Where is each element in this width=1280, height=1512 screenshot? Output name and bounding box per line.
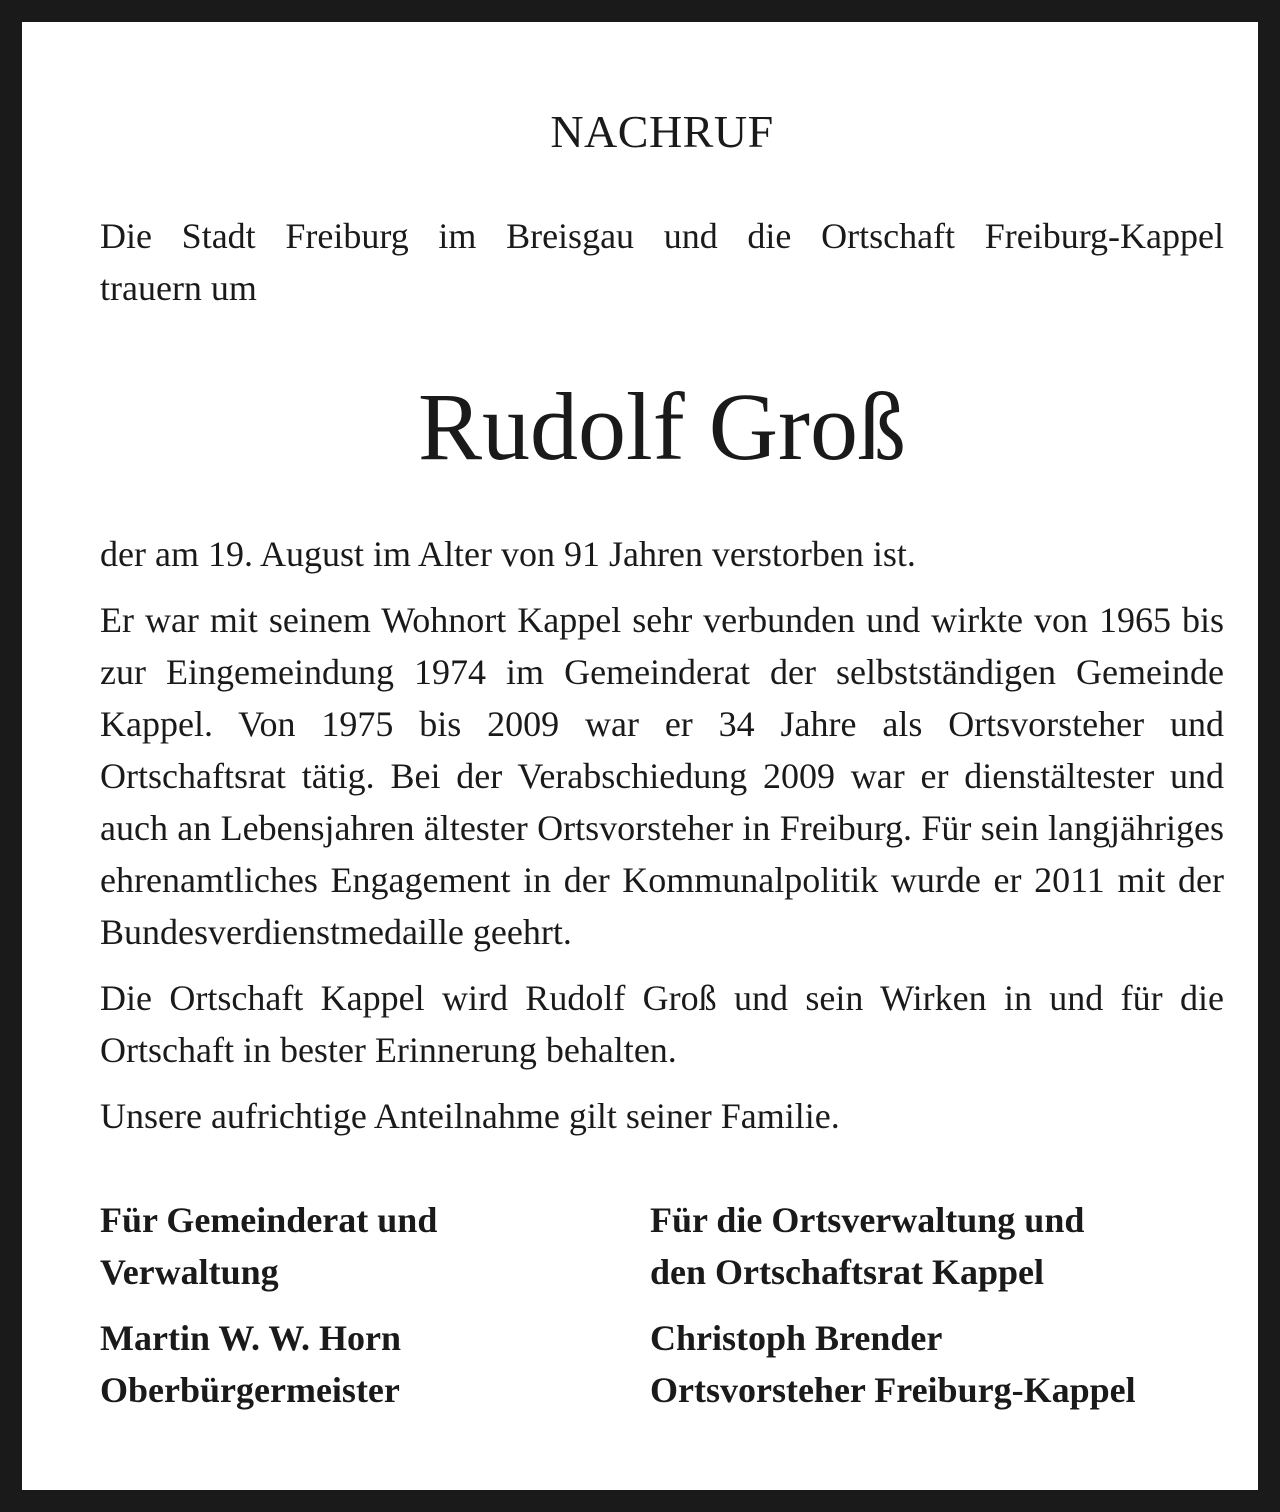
signature-right [650, 1194, 1224, 1416]
signature-left-org [100, 1194, 640, 1298]
signature-left-org-line-2: Verwaltung [100, 1252, 279, 1292]
notice-heading: NACHRUF [550, 106, 774, 157]
signature-left-role: Oberbürgermeister [100, 1370, 400, 1410]
signature-right-person [650, 1312, 1224, 1416]
intro-text [100, 210, 1224, 314]
signature-left-org-line-1: Für Gemeinderat und [100, 1200, 438, 1240]
deceased-name: Rudolf Groß [418, 373, 906, 480]
intro-line-1: Die Stadt Freiburg im Breisgau und die Ortschaft Freiburg-Kappel [100, 216, 1224, 256]
signature-right-name: Christoph Brender [650, 1318, 943, 1358]
signature-left-person [100, 1312, 640, 1416]
condolence-paragraph: Unsere aufrichtige Anteilnahme gilt seiner Familie. [100, 1096, 840, 1136]
signature-right-role: Ortsvorsteher Freiburg-Kappel [650, 1370, 1136, 1410]
intro-line-2: trauern um [100, 268, 257, 308]
signature-right-org-line-1: Für die Ortsverwaltung und [650, 1200, 1085, 1240]
biography-paragraph: Er war mit seinem Wohnort Kappel sehr verbunden und wirkte von 1965 bis zur Eingemeindung 1974 im Gemeinderat der selbstständigen Gemeinde Kappel. Von 1975 bis 2009 war er 34 Jahre als Ortsvorsteher und Ortschaftsrat tätig. Bei der Verabschiedung 2009 war er dienstältester und auch an Lebensjahren ältester Ortsvorsteher in Freiburg. Für sein langjähriges ehrenamtliches Engagement in der Kommunalpolitik wurde er 2011 mit der Bundesverdienstmedaille geehrt. [100, 600, 1224, 952]
signature-left [100, 1194, 640, 1416]
death-statement: der am 19. August im Alter von 91 Jahren verstorben ist. [100, 534, 916, 574]
signature-right-org-line-2: den Ortschaftsrat Kappel [650, 1252, 1044, 1292]
memory-paragraph: Die Ortschaft Kappel wird Rudolf Groß und sein Wirken in und für die Ortschaft in bester Erinnerung behalten. [100, 978, 1224, 1070]
obituary-notice [100, 102, 1224, 1416]
signature-left-name: Martin W. W. Horn [100, 1318, 402, 1358]
signatures [100, 1194, 1224, 1416]
signature-right-org [650, 1194, 1224, 1298]
